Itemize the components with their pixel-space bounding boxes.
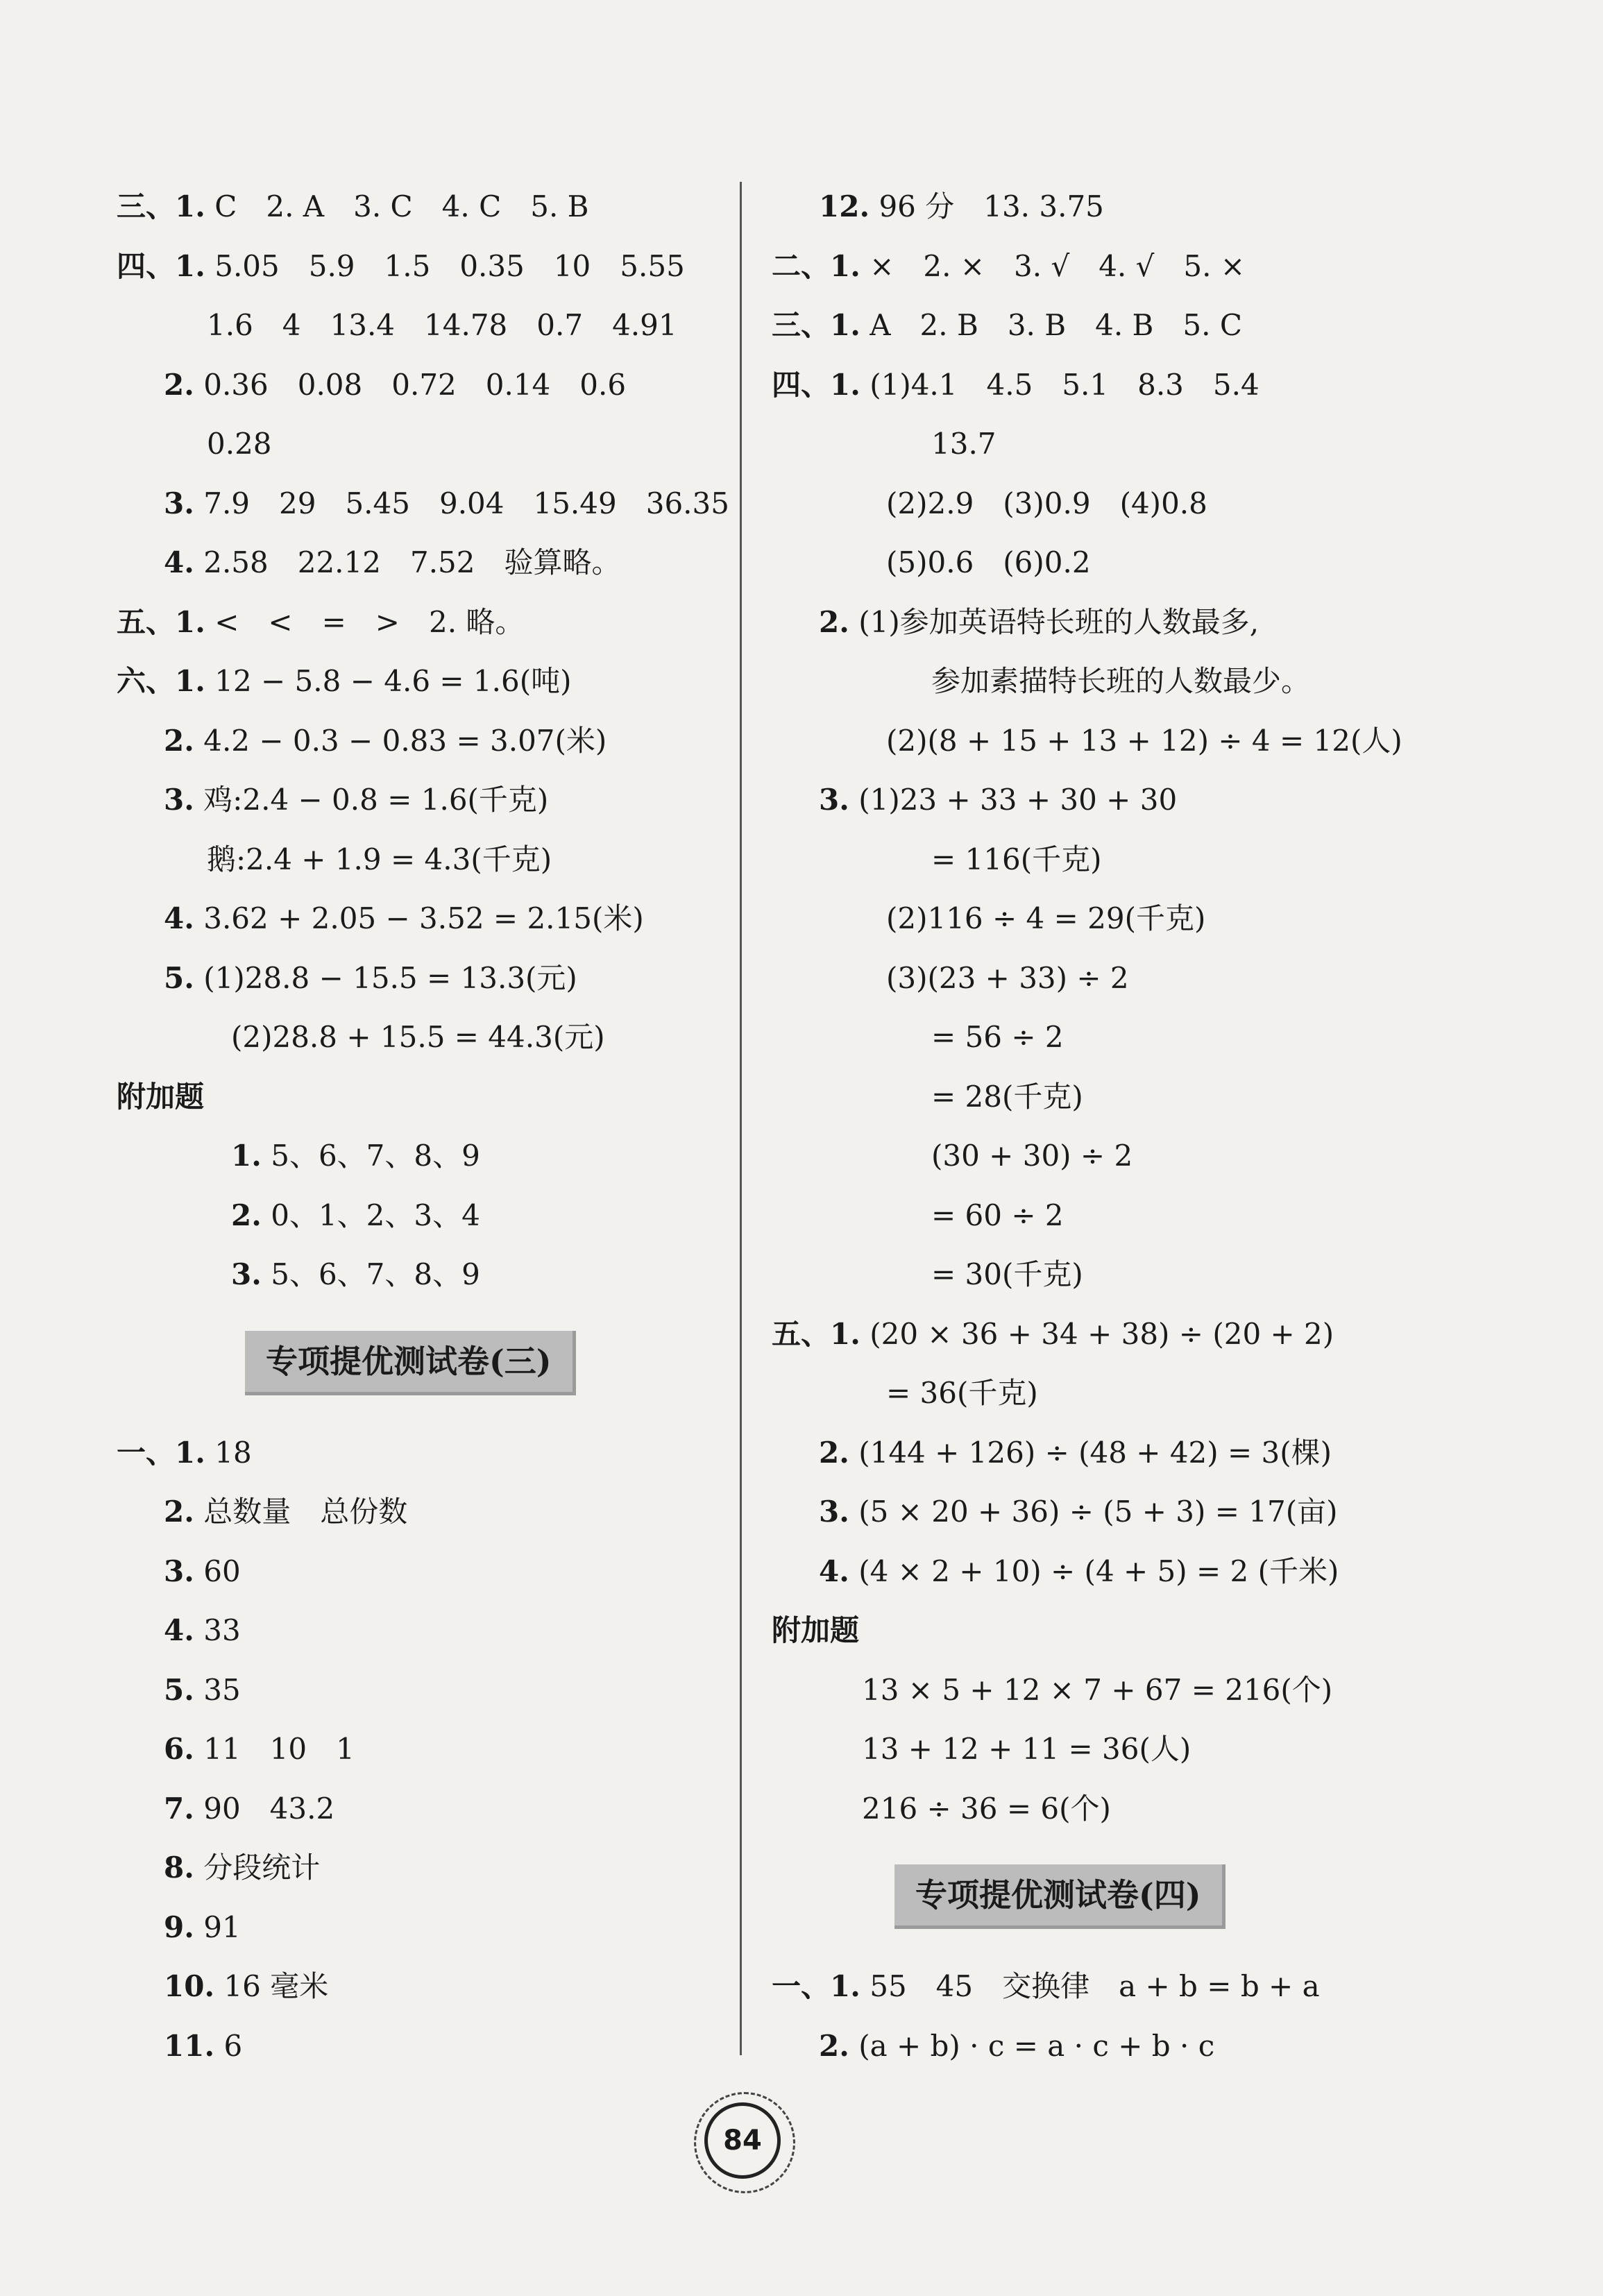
answer-text: (3)(23 + 33) ÷ 2	[886, 960, 1129, 995]
answer-text: (20 × 36 + 34 + 38) ÷ (20 + 2)	[870, 1316, 1334, 1351]
question-number: 1.	[231, 1139, 262, 1173]
question-number: 4.	[164, 901, 194, 935]
answer-line	[772, 1779, 1438, 1839]
answer-line	[117, 830, 727, 890]
answer-line	[772, 1067, 1438, 1127]
answer-text: = 60 ÷ 2	[931, 1198, 1064, 1232]
question-number: 2.	[164, 723, 194, 758]
answer-line	[772, 1007, 1438, 1067]
answer-text: (30 + 30) ÷ 2	[931, 1139, 1133, 1173]
answer-text: 16 毫米	[223, 1969, 329, 2003]
answer-text: = 28(千克)	[931, 1079, 1083, 1114]
answer-text: 11 10 1	[203, 1732, 355, 1766]
answer-line	[772, 593, 1438, 652]
answer-line	[772, 1542, 1438, 1601]
question-number: 四、1.	[772, 367, 860, 402]
answer-line	[117, 1838, 727, 1898]
answer-line	[117, 889, 727, 949]
answer-line	[772, 474, 1438, 534]
answer-line	[772, 770, 1438, 830]
answer-text: 参加素描特长班的人数最少。	[931, 664, 1311, 698]
answer-line	[117, 652, 727, 711]
answer-text: × 2. × 3. √ 4. √ 5. ×	[870, 248, 1246, 283]
answer-text: (2)2.9 (3)0.9 (4)0.8	[886, 486, 1207, 520]
section-banner-row	[772, 1838, 1438, 1957]
question-number: 2.	[164, 367, 194, 402]
answer-text: 0.28	[207, 427, 272, 461]
question-number: 一、1.	[772, 1969, 860, 2003]
question-number: 3.	[819, 1495, 849, 1529]
answer-text: = 30(千克)	[931, 1257, 1083, 1291]
question-number: 9.	[164, 1910, 194, 1944]
question-number: 五、1.	[772, 1316, 860, 1351]
answer-line	[117, 1542, 727, 1601]
answer-text: 分段统计	[203, 1851, 321, 1885]
answer-text: 18	[214, 1435, 252, 1470]
answer-line	[117, 1898, 727, 1957]
answer-text: (5)0.6 (6)0.2	[886, 545, 1091, 579]
answer-line	[772, 889, 1438, 949]
answer-line	[772, 533, 1438, 593]
question-number: 6.	[164, 1732, 194, 1766]
answer-text: (2)(8 + 15 + 13 + 12) ÷ 4 = 12(人)	[886, 723, 1402, 758]
answer-text: 0、1、2、3、4	[271, 1198, 480, 1232]
answer-text: (1)28.8 − 15.5 = 13.3(元)	[203, 960, 577, 995]
question-number: 10.	[164, 1969, 215, 2003]
answer-text: C 2. A 3. C 4. C 5. B	[214, 189, 589, 223]
answer-line	[117, 1660, 727, 1720]
section-banner-row	[117, 1304, 727, 1423]
question-number: 附加题	[772, 1613, 860, 1647]
answer-text: 3.62 + 2.05 − 3.52 = 2.15(米)	[203, 901, 644, 935]
answer-line	[117, 711, 727, 771]
answer-text: 鸡:2.4 − 0.8 = 1.6(千克)	[203, 783, 549, 817]
answer-text: (4 × 2 + 10) ÷ (4 + 5) = 2 (千米)	[858, 1554, 1339, 1588]
answer-line	[117, 1482, 727, 1542]
question-number: 三、1.	[117, 189, 205, 223]
question-number: 2.	[819, 1435, 849, 1470]
question-number: 3.	[231, 1257, 262, 1291]
section-title: 专项提优测试卷(三)	[245, 1331, 576, 1395]
answer-line	[772, 1601, 1438, 1660]
answer-text: 33	[203, 1613, 241, 1647]
answer-line	[772, 949, 1438, 1008]
answer-text: 4.2 − 0.3 − 0.83 = 3.07(米)	[203, 723, 607, 758]
question-number: 4.	[819, 1554, 849, 1588]
question-number: 5.	[164, 960, 194, 995]
question-number: 一、1.	[117, 1435, 205, 1470]
answer-line	[117, 2016, 727, 2076]
question-number: 8.	[164, 1851, 194, 1885]
answer-text: 91	[203, 1910, 241, 1944]
answer-line	[117, 1245, 727, 1304]
answer-line	[772, 1423, 1438, 1483]
question-number: 11.	[164, 2028, 215, 2063]
answer-line	[117, 1779, 727, 1839]
answer-text: 96 分 13. 3.75	[879, 189, 1104, 223]
answer-text: < < = > 2. 略。	[214, 604, 525, 639]
answer-line	[772, 830, 1438, 890]
answer-line	[772, 355, 1438, 415]
answer-line	[772, 711, 1438, 771]
answer-text: 鹅:2.4 + 1.9 = 4.3(千克)	[207, 842, 552, 876]
answer-line	[117, 1423, 727, 1483]
answer-text: (1)4.1 4.5 5.1 8.3 5.4	[870, 367, 1260, 402]
right-column	[772, 177, 1438, 2075]
question-number: 2.	[164, 1495, 194, 1529]
answer-line	[772, 177, 1438, 237]
section-title: 专项提优测试卷(四)	[894, 1864, 1225, 1929]
answer-line	[772, 1363, 1438, 1423]
answer-line	[117, 1719, 727, 1779]
answer-text: (144 + 126) ÷ (48 + 42) = 3(棵)	[858, 1435, 1332, 1470]
answer-line	[117, 949, 727, 1008]
question-number: 3.	[819, 783, 849, 817]
answer-text: = 36(千克)	[886, 1376, 1038, 1410]
answer-text: 总数量 总份数	[203, 1495, 408, 1529]
column-divider	[740, 182, 742, 2055]
answer-text: = 56 ÷ 2	[931, 1020, 1064, 1054]
answer-line	[117, 1186, 727, 1245]
answer-text: 5、6、7、8、9	[271, 1139, 480, 1173]
answer-text: (1)参加英语特长班的人数最多,	[858, 604, 1260, 639]
answer-text: (1)23 + 33 + 30 + 30	[858, 783, 1178, 817]
left-column	[117, 177, 727, 2075]
answer-line	[117, 533, 727, 593]
answer-text: 13 + 12 + 11 = 36(人)	[862, 1732, 1191, 1766]
answer-line	[772, 1719, 1438, 1779]
answer-text: = 116(千克)	[931, 842, 1102, 876]
answer-text: 6	[223, 2028, 243, 2063]
answer-text: 13 × 5 + 12 × 7 + 67 = 216(个)	[862, 1672, 1333, 1707]
question-number: 二、1.	[772, 248, 860, 283]
question-number: 2.	[819, 604, 849, 639]
answer-text: 12 − 5.8 − 4.6 = 1.6(吨)	[214, 664, 572, 698]
answer-line	[772, 1126, 1438, 1186]
question-number: 附加题	[117, 1079, 205, 1114]
answer-line	[117, 1126, 727, 1186]
answer-text: 35	[203, 1672, 241, 1707]
question-number: 2.	[231, 1198, 262, 1232]
answer-text: A 2. B 3. B 4. B 5. C	[870, 308, 1242, 342]
answer-text: 5、6、7、8、9	[271, 1257, 480, 1291]
answer-line	[772, 1304, 1438, 1364]
answer-text: 1.6 4 13.4 14.78 0.7 4.91	[207, 308, 677, 342]
answer-line	[117, 177, 727, 237]
question-number: 5.	[164, 1672, 194, 1707]
question-number: 五、1.	[117, 604, 205, 639]
answer-line	[117, 296, 727, 355]
answer-line	[772, 414, 1438, 474]
answer-text: (5 × 20 + 36) ÷ (5 + 3) = 17(亩)	[858, 1495, 1338, 1529]
answer-line	[772, 237, 1438, 296]
answer-text: (a + b) · c = a · c + b · c	[858, 2028, 1215, 2063]
question-number: 4.	[164, 545, 194, 579]
answer-line	[772, 1660, 1438, 1720]
page-number: 84	[704, 2102, 781, 2179]
question-number: 4.	[164, 1613, 194, 1647]
question-number: 3.	[164, 486, 194, 520]
answer-line	[772, 652, 1438, 711]
answer-text: 55 45 交换律 a + b = b + a	[870, 1969, 1320, 2003]
question-number: 四、1.	[117, 248, 205, 283]
answer-line	[117, 355, 727, 415]
answer-line	[117, 1601, 727, 1660]
answer-line	[117, 770, 727, 830]
answer-text: 5.05 5.9 1.5 0.35 10 5.55	[214, 248, 685, 283]
answer-line	[117, 474, 727, 534]
answer-line	[117, 414, 727, 474]
answer-text: 7.9 29 5.45 9.04 15.49 36.35	[203, 486, 729, 520]
answer-text: 90 43.2	[203, 1791, 335, 1826]
answer-text: (2)28.8 + 15.5 = 44.3(元)	[231, 1020, 605, 1054]
answer-line	[772, 1482, 1438, 1542]
question-number: 12.	[819, 189, 870, 223]
answer-text: 0.36 0.08 0.72 0.14 0.6	[203, 367, 627, 402]
question-number: 3.	[164, 783, 194, 817]
question-number: 六、1.	[117, 664, 205, 698]
answer-line	[772, 1186, 1438, 1245]
question-number: 三、1.	[772, 308, 860, 342]
question-number: 3.	[164, 1554, 194, 1588]
answer-line	[772, 2016, 1438, 2076]
answer-text: (2)116 ÷ 4 = 29(千克)	[886, 901, 1206, 935]
answer-line	[772, 1957, 1438, 2016]
answer-line	[772, 1245, 1438, 1304]
answer-text: 216 ÷ 36 = 6(个)	[862, 1791, 1111, 1826]
answer-line	[117, 237, 727, 296]
answer-text: 60	[203, 1554, 241, 1588]
answer-line	[772, 296, 1438, 355]
answer-text: 13.7	[931, 427, 996, 461]
answer-line	[117, 593, 727, 652]
answer-text: 2.58 22.12 7.52 验算略。	[203, 545, 621, 579]
question-number: 2.	[819, 2028, 849, 2063]
answer-line	[117, 1957, 727, 2016]
question-number: 7.	[164, 1791, 194, 1826]
answer-line	[117, 1007, 727, 1067]
answer-line	[117, 1067, 727, 1127]
